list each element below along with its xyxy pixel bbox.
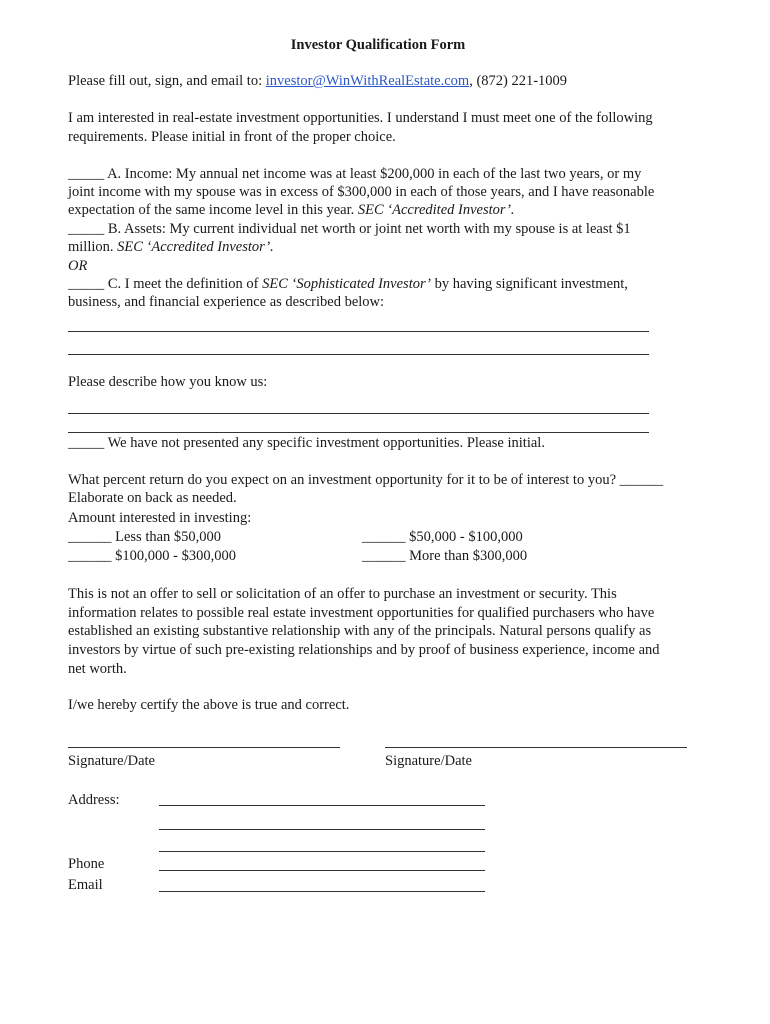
option-b-text: million. <box>68 239 118 255</box>
phone-label: Phone <box>68 856 105 872</box>
know-us-blank-line[interactable] <box>68 432 649 433</box>
return-question: What percent return do you expect on an investment opportunity for it to be of interest to you? ______ <box>68 472 664 488</box>
elaborate-note: Elaborate on back as needed. <box>68 490 237 506</box>
disclaimer-line: This is not an offer to sell or solicitation of an offer to purchase an investment or security. This <box>68 586 617 602</box>
disclaimer-line: net worth. <box>68 661 127 677</box>
signature-label-2: Signature/Date <box>385 753 472 769</box>
contact-phone: , (872) 221-1009 <box>469 73 568 89</box>
know-us-label: Please describe how you know us: <box>68 374 268 390</box>
phone-line[interactable] <box>159 870 485 871</box>
signature-label-1: Signature/Date <box>68 753 155 769</box>
email-label: Email <box>68 877 103 893</box>
address-label: Address: <box>68 792 120 808</box>
experience-blank-line[interactable] <box>68 331 649 332</box>
amount-option: ______ $100,000 - $300,000 <box>68 548 236 564</box>
disclaimer-line: investors by virtue of such pre-existing relationships and by proof of business experience, income and <box>68 642 660 658</box>
option-c-line: business, and financial experience as described below: <box>68 294 385 310</box>
contact-email-link[interactable]: investor@WinWithRealEstate.com <box>265 73 470 89</box>
option-c-post: by having significant investment, <box>430 276 628 292</box>
option-a-line: _____ A. Income: My annual net income was at least $200,000 in each of the last two years, or my <box>68 166 642 182</box>
contact-line <box>68 72 567 90</box>
intro-line: I am interested in real-estate investment opportunities. I understand I must meet one of the following <box>68 110 653 126</box>
contact-prefix: Please fill out, sign, and email to: <box>68 73 263 89</box>
amount-option: ______ More than $300,000 <box>362 548 528 564</box>
option-a-text: expectation of the same income level in this year. <box>68 202 358 218</box>
no-opportunities-line: _____ We have not presented any specific investment opportunities. Please initial. <box>68 435 545 451</box>
or-label: OR <box>68 258 88 274</box>
option-b-sec: SEC ‘Accredited Investor’. <box>117 239 274 255</box>
signature-line-1[interactable] <box>68 747 340 748</box>
disclaimer-line: information relates to possible real estate investment opportunities for qualified purchasers who have <box>68 605 655 621</box>
disclaimer-line: established an existing substantive relationship with any of the principals. Natural persons qualify as <box>68 623 652 639</box>
experience-blank-line[interactable] <box>68 354 649 355</box>
option-b-line: _____ B. Assets: My current individual net worth or joint net worth with my spouse is at least $1 <box>68 221 631 237</box>
address-line[interactable] <box>159 829 485 830</box>
address-line[interactable] <box>159 851 485 852</box>
option-a-line: joint income with my spouse was in excess of $300,000 in each of those years, and I have reasonable <box>68 184 655 200</box>
email-line[interactable] <box>159 891 485 892</box>
page-title: Investor Qualification Form <box>290 37 466 53</box>
option-c-line <box>68 275 628 293</box>
option-a-sec: SEC ‘Accredited Investor’. <box>357 202 515 218</box>
option-c-sec: SEC ‘Sophisticated Investor’ <box>262 276 431 292</box>
address-line[interactable] <box>159 805 485 806</box>
option-a-line <box>68 201 515 219</box>
option-b-line <box>68 238 274 256</box>
know-us-blank-line[interactable] <box>68 413 649 414</box>
intro-line: requirements. Please initial in front of the proper choice. <box>68 129 396 145</box>
amount-option: ______ $50,000 - $100,000 <box>362 529 523 545</box>
certify-statement: I/we hereby certify the above is true and correct. <box>68 697 350 713</box>
amount-option: ______ Less than $50,000 <box>68 529 222 545</box>
signature-line-2[interactable] <box>385 747 687 748</box>
amount-label: Amount interested in investing: <box>68 510 252 526</box>
option-c-pre: _____ C. I meet the definition of <box>68 276 263 292</box>
